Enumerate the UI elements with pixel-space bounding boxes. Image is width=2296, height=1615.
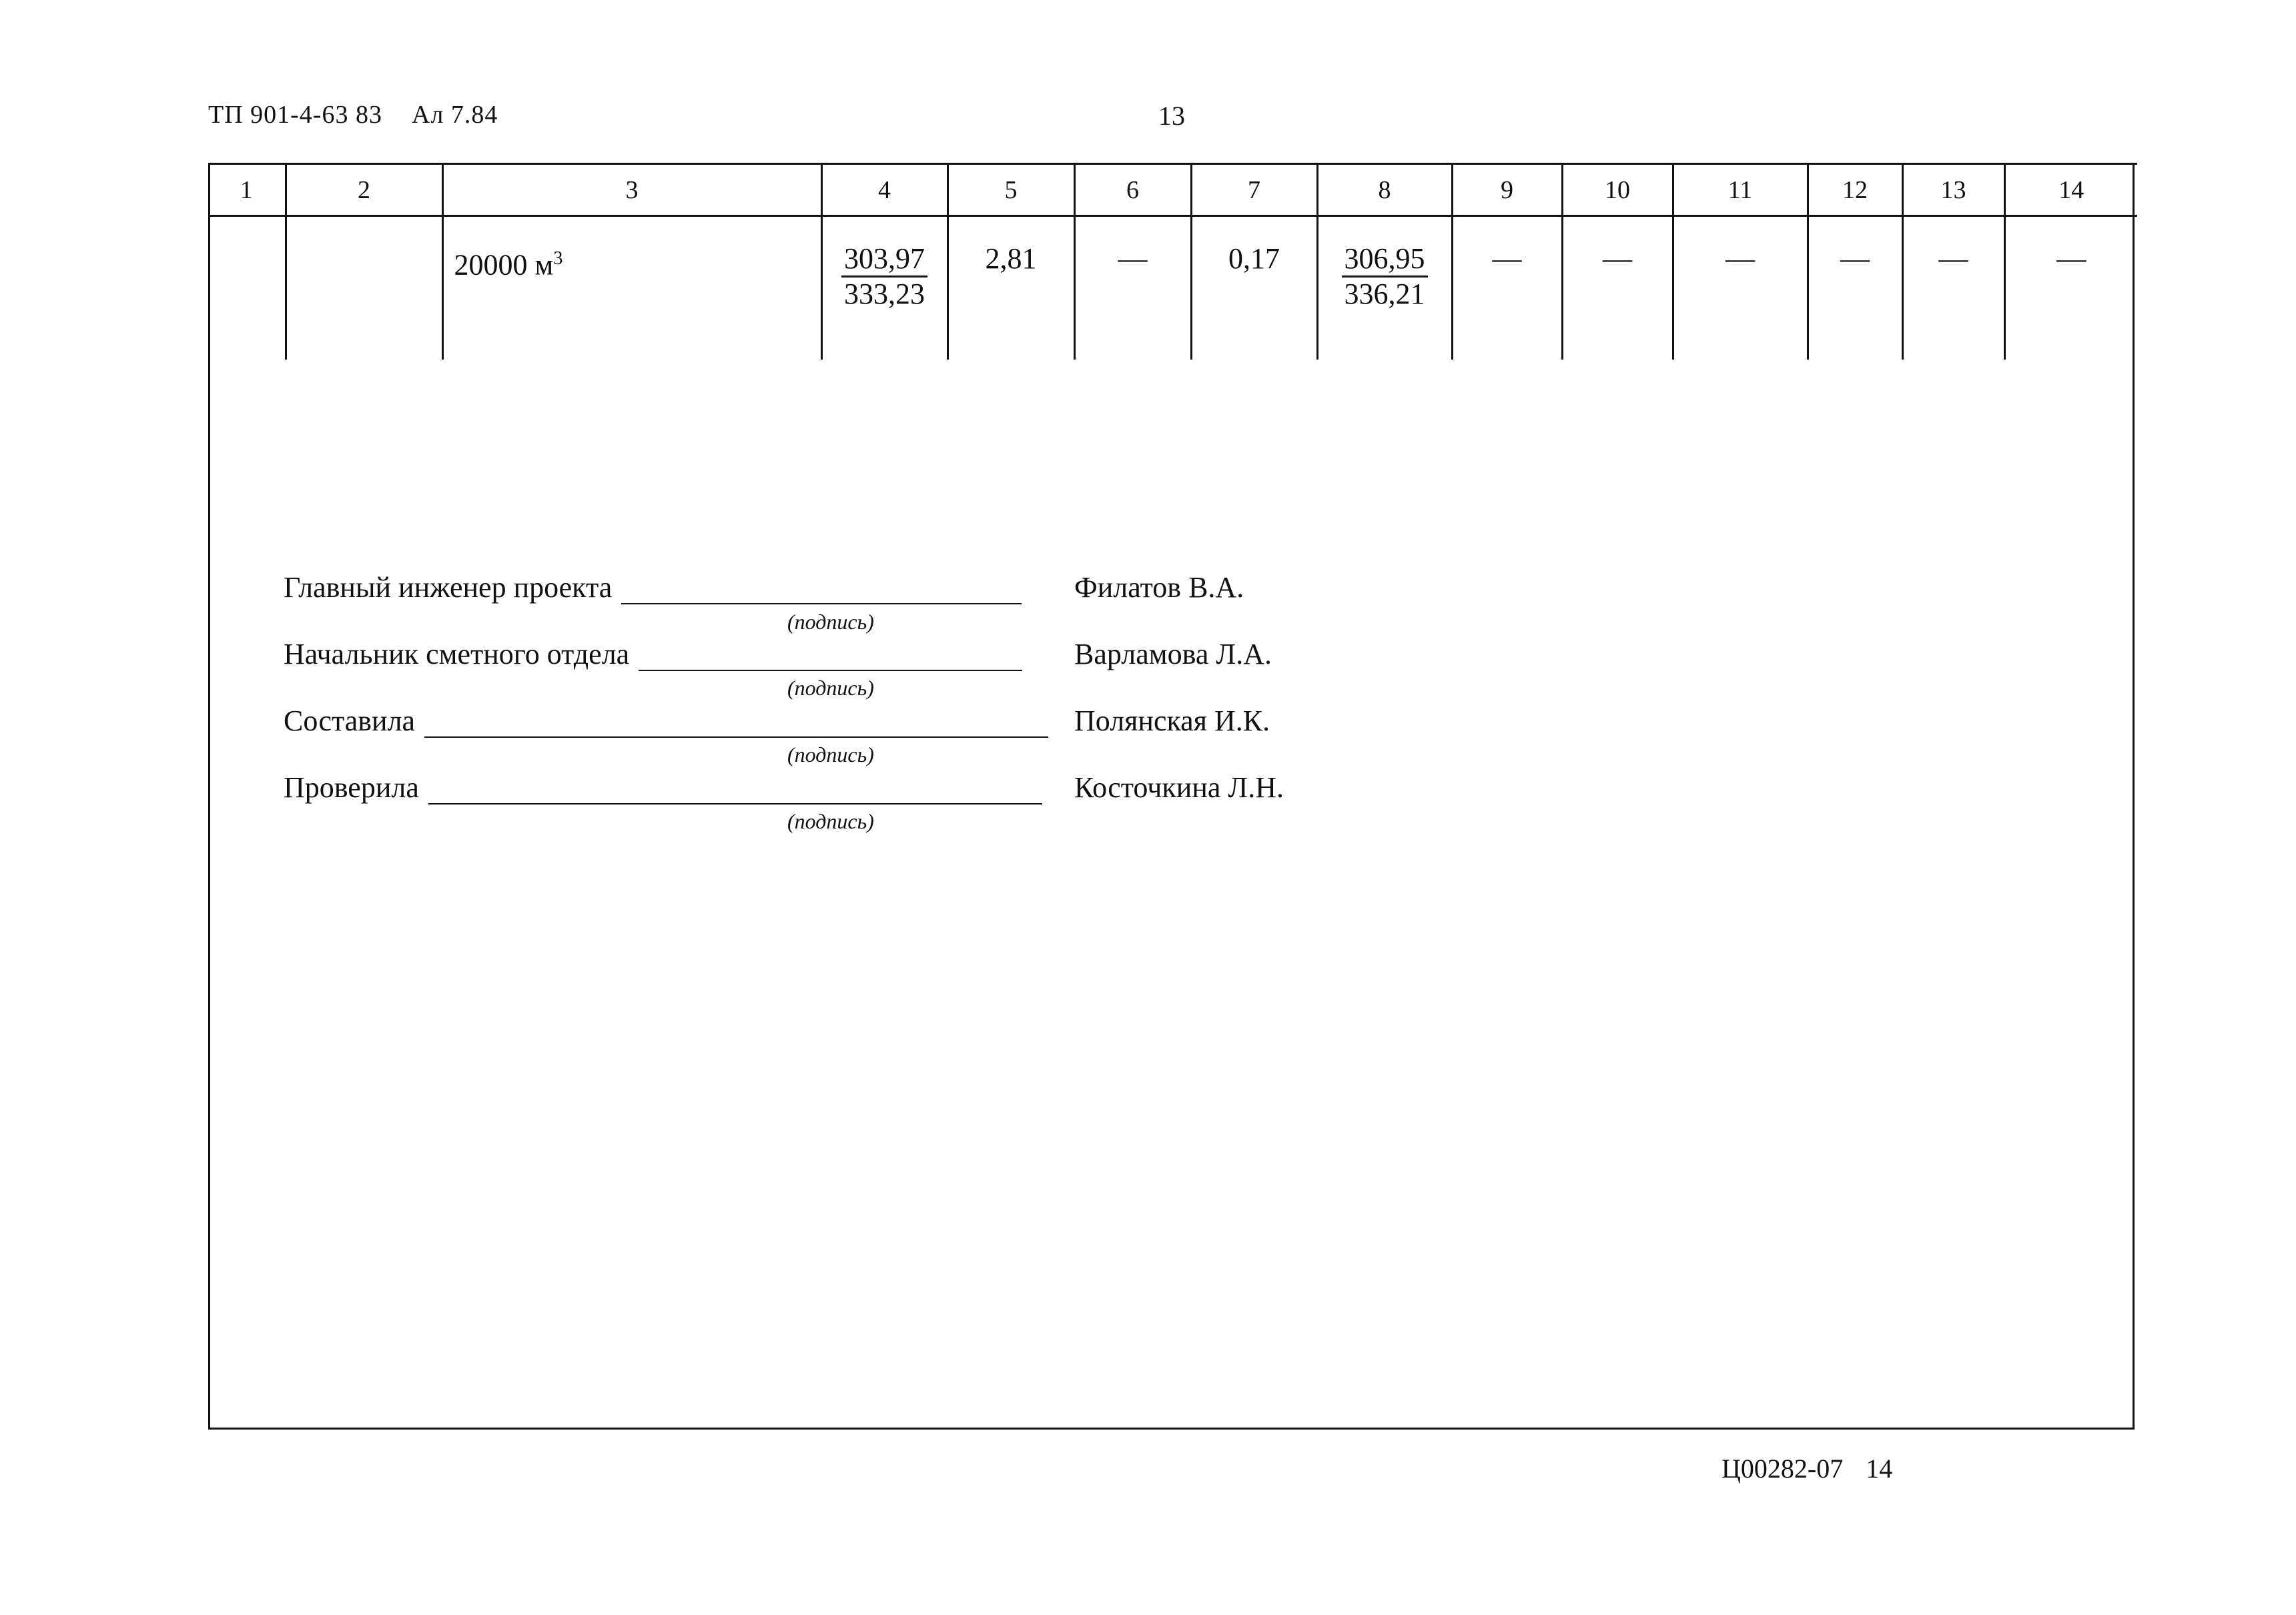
signature-name: Полянская И.К.: [1074, 704, 1270, 737]
column-header: 13: [1902, 164, 2004, 216]
signature-caption: (подпись): [787, 676, 874, 700]
signature-row-estimate-head: [284, 637, 1022, 671]
cell-col2: [286, 216, 442, 360]
signature-row-checked: [284, 770, 1042, 804]
column-header: 8: [1317, 164, 1452, 216]
cell-col12: —: [1808, 216, 1902, 360]
footer-page: 14: [1866, 1454, 1893, 1484]
signature-row-chief-engineer: [284, 570, 1022, 604]
fraction-numerator: 306,95: [1342, 242, 1428, 278]
column-header: 12: [1808, 164, 1902, 216]
column-header: 1: [208, 164, 286, 216]
column-header: 5: [947, 164, 1074, 216]
fraction-col8: [1342, 242, 1428, 311]
column-header: 7: [1191, 164, 1317, 216]
cell-col8: [1317, 216, 1452, 360]
signature-name: Варламова Л.А.: [1074, 638, 1272, 670]
signature-role: Начальник сметного отдела: [284, 638, 630, 670]
signature-caption: (подпись): [787, 742, 874, 766]
fraction-denominator: 336,21: [1344, 278, 1425, 310]
signature-line: [621, 576, 1022, 604]
cell-col1: [208, 216, 286, 360]
cell-col10: —: [1562, 216, 1673, 360]
cell-capacity: [442, 216, 821, 360]
signature-role: Составила: [284, 704, 416, 737]
signature-line: [428, 776, 1042, 804]
column-header: 9: [1452, 164, 1562, 216]
cell-col11: —: [1673, 216, 1808, 360]
cell-col13: —: [1902, 216, 2004, 360]
cell-col9: —: [1452, 216, 1562, 360]
document-code-header: [208, 100, 498, 129]
signature-caption: (подпись): [787, 610, 874, 634]
footer-stamp: [1721, 1453, 1892, 1484]
fraction-denominator: 333,23: [844, 278, 925, 310]
fraction-col4: [841, 242, 927, 311]
document-code: ТП 901-4-63 83: [208, 101, 382, 129]
column-header: 14: [2004, 164, 2137, 216]
capacity-value: 20000 м: [454, 248, 554, 282]
footer-code: Ц00282-07: [1721, 1454, 1844, 1484]
table-row: [208, 216, 2137, 360]
fraction-numerator: 303,97: [841, 242, 927, 278]
signature-line: [639, 643, 1022, 671]
column-number-row: [208, 164, 2137, 216]
cell-col7: 0,17: [1191, 216, 1317, 360]
cell-col14: —: [2004, 216, 2137, 360]
signature-caption: (подпись): [787, 809, 874, 833]
column-header: 2: [286, 164, 442, 216]
column-header: 10: [1562, 164, 1673, 216]
signature-name: Косточкина Л.Н.: [1074, 771, 1284, 804]
signature-name: Филатов В.А.: [1074, 571, 1244, 604]
cell-col6: —: [1074, 216, 1191, 360]
column-header: 11: [1673, 164, 1808, 216]
album-code: Ал 7.84: [411, 101, 498, 129]
page-number: 13: [1158, 101, 1185, 131]
capacity-unit-exponent: 3: [553, 248, 563, 269]
cell-col5: 2,81: [947, 216, 1074, 360]
column-header: 3: [442, 164, 821, 216]
signature-role: Главный инженер проекта: [284, 571, 613, 604]
signature-line: [424, 710, 1048, 738]
estimate-table: [208, 163, 2137, 360]
signature-role: Проверила: [284, 771, 419, 804]
column-header: 4: [821, 164, 947, 216]
cell-col4: [821, 216, 947, 360]
signature-row-compiled: [284, 704, 1048, 738]
column-header: 6: [1074, 164, 1191, 216]
